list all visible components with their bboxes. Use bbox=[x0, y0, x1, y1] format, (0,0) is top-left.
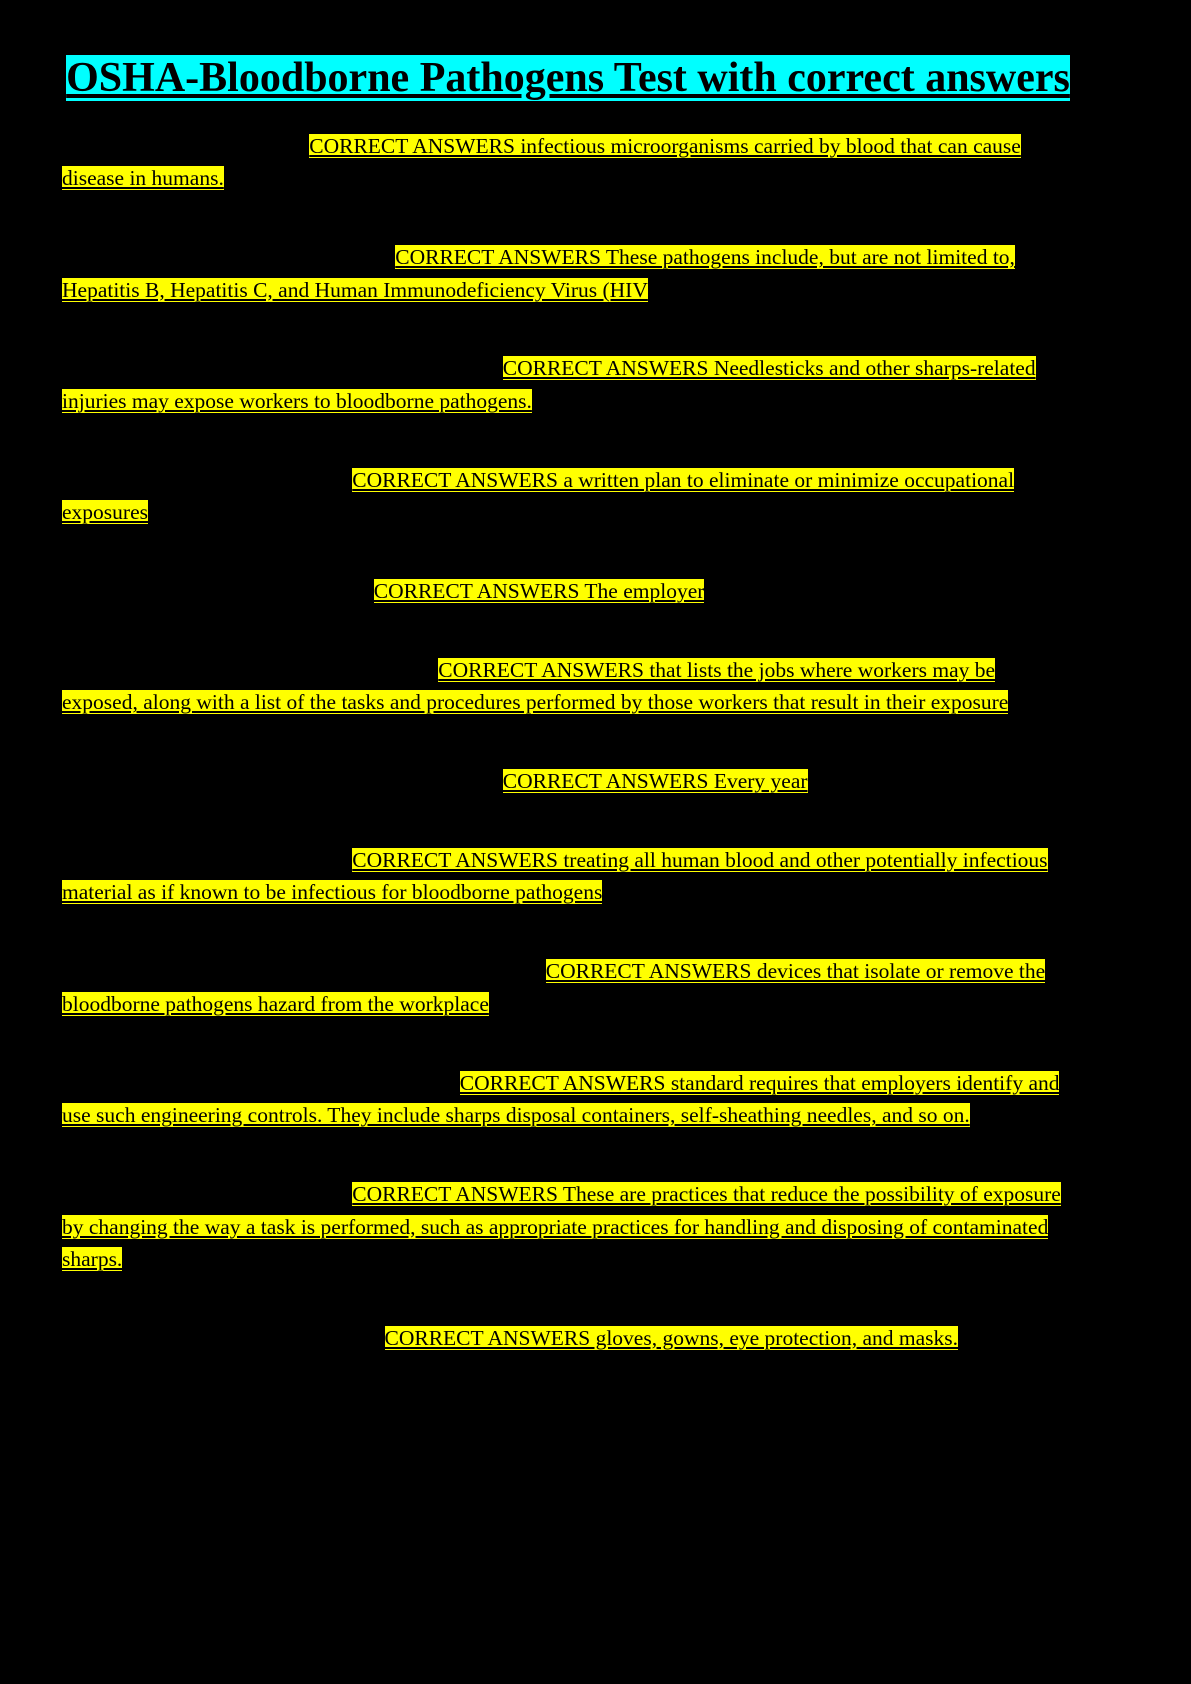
qa-question-blank-11 bbox=[62, 1182, 352, 1206]
spacer bbox=[62, 1132, 1074, 1178]
spacer bbox=[62, 306, 1074, 352]
qa-entry-12 bbox=[62, 1322, 1074, 1355]
qa-question-blank-12 bbox=[62, 1326, 385, 1350]
qa-answer-text-2: CORRECT ANSWERS These pathogens include, but are not limited to, Hepatitis B, Hepatitis C, and Human Immunodeficiency Virus (HIV bbox=[62, 245, 1015, 302]
qa-entry-4 bbox=[62, 464, 1074, 529]
spacer bbox=[62, 719, 1074, 765]
spacer bbox=[62, 798, 1074, 844]
spacer bbox=[62, 1021, 1074, 1067]
qa-question-blank-10 bbox=[62, 1071, 460, 1095]
qa-question-blank-3 bbox=[62, 356, 503, 380]
qa-question-blank-6 bbox=[62, 658, 438, 682]
qa-question-blank-2 bbox=[62, 245, 395, 269]
spacer bbox=[62, 529, 1074, 575]
qa-entry-5 bbox=[62, 575, 1074, 608]
qa-answer-text-1: CORRECT ANSWERS infectious microorganisms carried by blood that can cause disease in humans. bbox=[62, 133, 1021, 191]
qa-question-blank-4 bbox=[62, 468, 352, 492]
document-body bbox=[62, 52, 1074, 1355]
qa-answer-text-7: CORRECT ANSWERS Every year bbox=[502, 769, 808, 794]
qa-entry-10 bbox=[62, 1067, 1074, 1132]
qa-entry-1 bbox=[62, 130, 1074, 195]
qa-answer-text-4: CORRECT ANSWERS a written plan to eliminate or minimize occupational exposures bbox=[62, 467, 1015, 525]
spacer bbox=[62, 195, 1074, 241]
qa-answer-text-11: CORRECT ANSWERS These are practices that reduce the possibility of exposure by changing the way a task is performed, such as appropriate practices for handling and disposing of contaminated sharps. bbox=[62, 1181, 1061, 1272]
qa-answer-text-5: CORRECT ANSWERS The employer bbox=[373, 579, 705, 604]
qa-answer-text-3: CORRECT ANSWERS Needlesticks and other sharps-related injuries may expose workers to bloodborne pathogens. bbox=[62, 356, 1036, 414]
qa-question-blank-7 bbox=[62, 769, 503, 793]
qa-entry-11 bbox=[62, 1178, 1074, 1276]
qa-entry-9 bbox=[62, 955, 1074, 1020]
qa-question-blank-5 bbox=[62, 579, 374, 603]
spacer bbox=[62, 108, 1074, 130]
qa-question-blank-1 bbox=[62, 134, 309, 158]
qa-entry-2 bbox=[62, 241, 1074, 306]
qa-answer-text-8: CORRECT ANSWERS treating all human blood and other potentially infectious material as if known to be infectious for bloodborne pathogens bbox=[62, 847, 1048, 905]
qa-answer-text-10: CORRECT ANSWERS standard requires that employers identify and use such engineering controls. They include sharps disposal containers, self-sheathing needles, and so on. bbox=[62, 1070, 1060, 1128]
qa-entry-3 bbox=[62, 352, 1074, 417]
qa-answer-text-6: CORRECT ANSWERS that lists the jobs where workers may be exposed, along with a list of the tasks and procedures performed by those workers that result in their exposure bbox=[62, 657, 1009, 715]
spacer bbox=[62, 909, 1074, 955]
qa-answer-text-12: CORRECT ANSWERS gloves, gowns, eye protection, and masks. bbox=[384, 1325, 959, 1350]
spacer bbox=[62, 418, 1074, 464]
page-title bbox=[62, 52, 1074, 106]
qa-question-blank-9 bbox=[62, 959, 546, 983]
qa-question-blank-8 bbox=[62, 848, 352, 872]
qa-entry-6 bbox=[62, 654, 1074, 719]
page-title-text: OSHA-Bloodborne Pathogens Test with correct answers bbox=[66, 55, 1070, 101]
qa-answer-text-9: CORRECT ANSWERS devices that isolate or remove the bloodborne pathogens hazard from the workplace bbox=[62, 959, 1046, 1016]
spacer bbox=[62, 608, 1074, 654]
qa-entry-8 bbox=[62, 844, 1074, 909]
spacer bbox=[62, 1276, 1074, 1322]
qa-entry-7 bbox=[62, 765, 1074, 798]
